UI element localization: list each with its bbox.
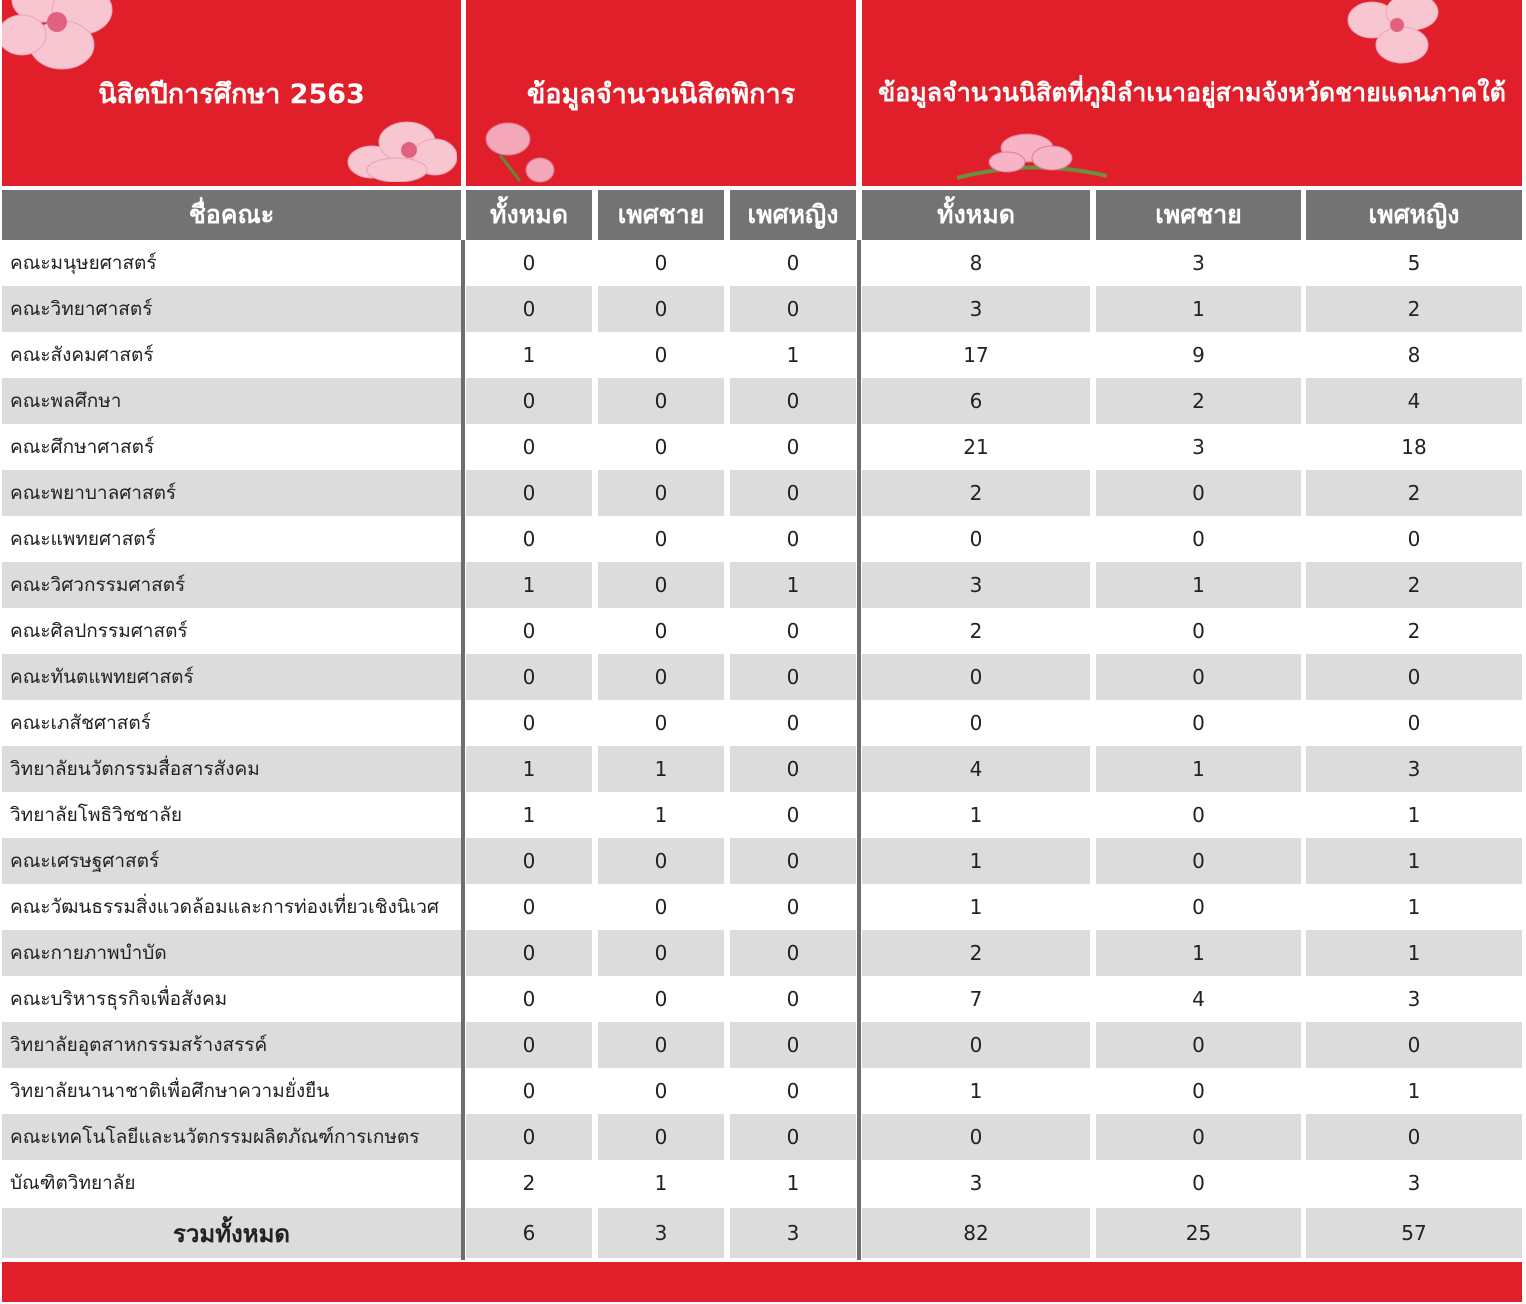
table-row (0, 930, 1526, 976)
flower-decoration-icon (957, 118, 1107, 184)
count-cell-d-female: 0 (786, 527, 800, 551)
count-cell-s-female: 0 (1407, 711, 1421, 735)
column-divider (461, 240, 465, 1260)
count-cell-d-male: 0 (598, 562, 724, 608)
count-cell-d-total: 2 (522, 1171, 536, 1195)
count-cell-d-female: 0 (786, 619, 800, 643)
count-cell-s-total: 17 (963, 343, 989, 367)
count-cell-d-male: 0 (598, 838, 724, 884)
count-cell-d-female: 0 (730, 1114, 856, 1160)
count-cell-d-female: 1 (786, 1171, 800, 1195)
table-row (0, 700, 1526, 746)
faculty-name-cell: คณะสังคมศาสตร์ (10, 344, 154, 366)
count-cell-d-total: 0 (522, 527, 536, 551)
count-cell-d-total: 0 (466, 1022, 592, 1068)
col-header-disabled-male: เพศชาย (598, 190, 724, 240)
count-cell-s-female: 18 (1401, 435, 1427, 459)
count-cell-s-total: 8 (969, 251, 983, 275)
faculty-name-cell: คณะมนุษยศาสตร์ (10, 252, 157, 274)
count-cell-d-male: 0 (654, 527, 668, 551)
academic-year-title: นิสิตปีการศึกษา 2563 (98, 78, 365, 110)
col-header-southern-male: เพศชาย (1096, 190, 1301, 240)
col-header-faculty: ชื่อคณะ (2, 190, 461, 240)
col-header-disabled-female: เพศหญิง (730, 190, 856, 240)
faculty-name-cell: คณะพลศึกษา (2, 378, 461, 424)
count-cell-s-male: 1 (1096, 286, 1301, 332)
faculty-name-cell: คณะวัฒนธรรมสิ่งแวดล้อมและการท่องเที่ยวเชิงนิเวศ (10, 896, 439, 918)
table-row (0, 240, 1526, 286)
count-cell-s-male: 0 (1096, 838, 1301, 884)
count-cell-d-total: 0 (466, 654, 592, 700)
count-cell-d-female: 0 (786, 803, 800, 827)
faculty-name-cell: วิทยาลัยโพธิวิชชาลัย (10, 804, 183, 826)
flower-decoration-icon (327, 112, 457, 182)
count-cell-d-female: 0 (730, 470, 856, 516)
count-cell-d-female: 1 (730, 562, 856, 608)
count-cell-d-male: 0 (654, 619, 668, 643)
count-cell-s-total: 0 (969, 711, 983, 735)
count-cell-d-total: 0 (522, 711, 536, 735)
count-cell-d-total: 1 (522, 343, 536, 367)
col-header-southern-female: เพศหญิง (1306, 190, 1522, 240)
count-cell-s-female: 2 (1407, 619, 1421, 643)
flower-decoration-icon (1342, 0, 1452, 68)
count-cell-s-female: 1 (1407, 1079, 1421, 1103)
count-cell-d-male: 0 (654, 435, 668, 459)
count-cell-d-male: 1 (654, 803, 668, 827)
count-cell-s-female: 8 (1407, 343, 1421, 367)
count-cell-s-female: 1 (1306, 930, 1522, 976)
disabled-students-title: ข้อมูลจำนวนนิสิตพิการ (526, 78, 796, 110)
count-cell-d-female: 0 (730, 378, 856, 424)
banner-academic-year (2, 0, 461, 186)
count-cell-s-male: 3 (1192, 435, 1205, 459)
count-cell-d-male: 0 (654, 711, 668, 735)
count-cell-s-total: 1 (969, 1079, 983, 1103)
table-row (0, 746, 1526, 792)
count-cell-d-male: 1 (654, 1171, 668, 1195)
faculty-name-cell: คณะเศรษฐศาสตร์ (2, 838, 461, 884)
count-cell-s-total: 21 (963, 435, 989, 459)
faculty-name-cell: บัณฑิตวิทยาลัย (10, 1172, 136, 1194)
count-cell-d-male: 3 (598, 1208, 724, 1258)
faculty-name-cell: คณะวิทยาศาสตร์ (2, 286, 461, 332)
count-cell-d-total: 1 (466, 562, 592, 608)
table-row (0, 516, 1526, 562)
count-cell-s-male: 9 (1192, 343, 1205, 367)
count-cell-d-male: 0 (598, 1022, 724, 1068)
faculty-name-cell: คณะแพทยศาสตร์ (10, 528, 156, 550)
count-cell-s-male: 0 (1096, 1022, 1301, 1068)
faculty-name-cell: คณะทันตแพทยศาสตร์ (2, 654, 461, 700)
count-cell-d-total: 0 (466, 1114, 592, 1160)
count-cell-d-female: 3 (730, 1208, 856, 1258)
faculty-name-cell: วิทยาลัยนวัตกรรมสื่อสารสังคม (2, 746, 461, 792)
count-cell-s-total: 3 (862, 286, 1090, 332)
col-header-southern-total: ทั้งหมด (862, 190, 1090, 240)
count-cell-d-female: 0 (730, 838, 856, 884)
count-cell-d-female: 0 (786, 711, 800, 735)
faculty-name-cell: คณะเภสัชศาสตร์ (10, 712, 151, 734)
count-cell-s-female: 0 (1306, 654, 1522, 700)
count-cell-s-total: 2 (969, 619, 983, 643)
count-cell-d-male: 0 (654, 251, 668, 275)
faculty-name-cell: คณะศิลปกรรมศาสตร์ (10, 620, 188, 642)
table-row (0, 1114, 1526, 1160)
count-cell-d-female: 0 (730, 654, 856, 700)
table-row (0, 1160, 1526, 1206)
table-row (0, 332, 1526, 378)
count-cell-s-male: 0 (1192, 711, 1205, 735)
count-cell-s-male: 0 (1096, 1114, 1301, 1160)
faculty-name-cell: คณะเทคโนโลยีและนวัตกรรมผลิตภัณฑ์การเกษตร (2, 1114, 461, 1160)
count-cell-d-total: 0 (466, 378, 592, 424)
count-cell-s-female: 0 (1407, 527, 1421, 551)
count-cell-d-male: 0 (598, 470, 724, 516)
banner-disabled-students (466, 0, 856, 186)
count-cell-s-total: 0 (862, 1022, 1090, 1068)
count-cell-s-female: 3 (1306, 746, 1522, 792)
faculty-name-cell: รวมทั้งหมด (2, 1208, 461, 1258)
count-cell-s-male: 1 (1096, 562, 1301, 608)
count-cell-s-total: 3 (969, 1171, 983, 1195)
table-row (0, 470, 1526, 516)
count-cell-d-female: 0 (786, 435, 800, 459)
count-cell-s-female: 4 (1306, 378, 1522, 424)
count-cell-s-male: 0 (1192, 527, 1205, 551)
count-cell-s-female: 3 (1407, 1171, 1421, 1195)
count-cell-d-male: 0 (598, 930, 724, 976)
table-row (0, 1068, 1526, 1114)
count-cell-d-male: 0 (598, 654, 724, 700)
count-cell-d-total: 0 (522, 435, 536, 459)
count-cell-s-male: 0 (1192, 803, 1205, 827)
count-cell-s-male: 0 (1096, 654, 1301, 700)
count-cell-s-male: 0 (1192, 895, 1205, 919)
count-cell-s-female: 0 (1306, 1022, 1522, 1068)
total-row (0, 1208, 1526, 1254)
count-cell-d-female: 0 (730, 746, 856, 792)
count-cell-d-total: 0 (522, 895, 536, 919)
count-cell-d-male: 0 (654, 1079, 668, 1103)
count-cell-s-total: 4 (862, 746, 1090, 792)
faculty-name-cell: วิทยาลัยนานาชาติเพื่อศึกษาความยั่งยืน (10, 1080, 330, 1102)
count-cell-d-total: 0 (522, 251, 536, 275)
table-row (0, 608, 1526, 654)
count-cell-d-female: 0 (730, 930, 856, 976)
count-cell-s-female: 57 (1306, 1208, 1522, 1258)
count-cell-d-male: 0 (598, 378, 724, 424)
count-cell-s-male: 0 (1096, 470, 1301, 516)
count-cell-s-total: 7 (969, 987, 983, 1011)
count-cell-d-total: 6 (466, 1208, 592, 1258)
count-cell-d-total: 0 (466, 470, 592, 516)
table-row (0, 1022, 1526, 1068)
count-cell-s-total: 1 (862, 838, 1090, 884)
count-cell-d-female: 0 (730, 1022, 856, 1068)
count-cell-d-male: 0 (598, 286, 724, 332)
faculty-name-cell: วิทยาลัยอุตสาหกรรมสร้างสรรค์ (2, 1022, 461, 1068)
count-cell-d-total: 0 (466, 838, 592, 884)
table-row (0, 884, 1526, 930)
count-cell-s-total: 0 (969, 527, 983, 551)
count-cell-d-male: 0 (654, 895, 668, 919)
table-row (0, 378, 1526, 424)
count-cell-s-total: 2 (862, 930, 1090, 976)
faculty-name-cell: คณะกายภาพบำบัด (2, 930, 461, 976)
table-row (0, 424, 1526, 470)
count-cell-d-total: 0 (522, 987, 536, 1011)
count-cell-d-female: 1 (786, 343, 800, 367)
count-cell-s-female: 2 (1306, 286, 1522, 332)
count-cell-d-total: 0 (522, 1079, 536, 1103)
count-cell-s-total: 3 (862, 562, 1090, 608)
count-cell-d-male: 0 (598, 1114, 724, 1160)
count-cell-d-male: 0 (654, 987, 668, 1011)
faculty-name-cell: คณะพยาบาลศาสตร์ (2, 470, 461, 516)
count-cell-d-female: 0 (786, 251, 800, 275)
count-cell-s-total: 82 (862, 1208, 1090, 1258)
faculty-name-cell: คณะวิศวกรรมศาสตร์ (2, 562, 461, 608)
count-cell-s-male: 2 (1096, 378, 1301, 424)
column-divider (857, 240, 861, 1260)
count-cell-s-male: 0 (1192, 1171, 1205, 1195)
count-cell-d-male: 1 (598, 746, 724, 792)
count-cell-d-total: 0 (466, 286, 592, 332)
count-cell-s-total: 6 (862, 378, 1090, 424)
count-cell-d-female: 0 (786, 987, 800, 1011)
flower-decoration-icon (480, 115, 560, 183)
count-cell-s-total: 1 (969, 803, 983, 827)
count-cell-d-female: 0 (786, 895, 800, 919)
table-row (0, 286, 1526, 332)
count-cell-s-male: 1 (1096, 930, 1301, 976)
count-cell-s-female: 1 (1306, 838, 1522, 884)
count-cell-s-male: 0 (1192, 1079, 1205, 1103)
count-cell-s-female: 5 (1407, 251, 1421, 275)
faculty-name-cell: คณะบริหารธุรกิจเพื่อสังคม (10, 988, 228, 1010)
table-row (0, 976, 1526, 1022)
count-cell-d-female: 0 (730, 286, 856, 332)
col-header-disabled-total: ทั้งหมด (466, 190, 592, 240)
table-row (0, 654, 1526, 700)
count-cell-s-female: 1 (1407, 803, 1421, 827)
southern-students-title: ข้อมูลจำนวนนิสิตที่ภูมิลำเนาอยู่สามจังหวัดชายแดนภาคใต้ (878, 78, 1506, 107)
count-cell-s-total: 2 (862, 470, 1090, 516)
count-cell-s-male: 4 (1192, 987, 1205, 1011)
count-cell-s-total: 0 (862, 654, 1090, 700)
count-cell-s-male: 25 (1096, 1208, 1301, 1258)
count-cell-s-female: 1 (1407, 895, 1421, 919)
table-row (0, 562, 1526, 608)
count-cell-d-female: 0 (786, 1079, 800, 1103)
banner-southern-students (862, 0, 1522, 186)
footer-bar (2, 1262, 1522, 1302)
count-cell-d-total: 1 (466, 746, 592, 792)
count-cell-d-total: 0 (466, 930, 592, 976)
count-cell-s-female: 2 (1306, 562, 1522, 608)
count-cell-d-male: 0 (654, 343, 668, 367)
count-cell-s-female: 3 (1407, 987, 1421, 1011)
count-cell-s-total: 1 (969, 895, 983, 919)
table-row (0, 838, 1526, 884)
flower-decoration-icon (2, 0, 142, 80)
count-cell-s-female: 0 (1306, 1114, 1522, 1160)
table-row (0, 792, 1526, 838)
count-cell-d-total: 0 (522, 619, 536, 643)
count-cell-s-total: 0 (862, 1114, 1090, 1160)
count-cell-s-female: 2 (1306, 470, 1522, 516)
count-cell-s-male: 0 (1192, 619, 1205, 643)
count-cell-s-male: 1 (1096, 746, 1301, 792)
count-cell-d-total: 1 (522, 803, 536, 827)
count-cell-s-male: 3 (1192, 251, 1205, 275)
faculty-name-cell: คณะศึกษาศาสตร์ (10, 436, 155, 458)
